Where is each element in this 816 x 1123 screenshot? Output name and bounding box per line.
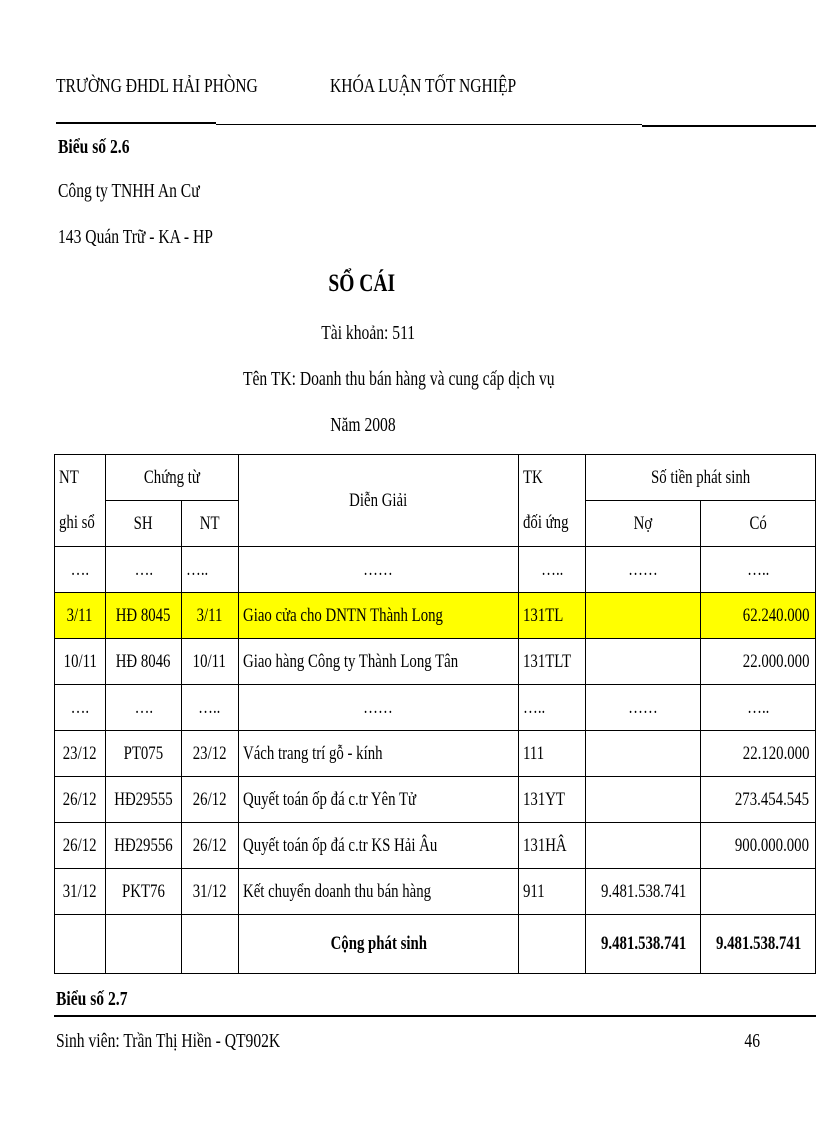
- col-header-nt-sub: ghi sổ: [55, 501, 106, 547]
- cell-debit: [585, 731, 700, 777]
- cell-account: 131HÂ: [519, 823, 586, 869]
- col-header-credit: Có: [701, 501, 816, 547]
- form-label: Biểu số 2.6: [58, 136, 130, 158]
- table-row: [55, 731, 816, 777]
- company-address: 143 Quán Trữ - KA - HP: [58, 226, 213, 248]
- cell-account: 131TL: [519, 593, 586, 639]
- account-number: Tài khoản: 511: [321, 322, 415, 344]
- cell-empty: [105, 915, 181, 974]
- cell-date: ….: [55, 685, 106, 731]
- company-name: Công ty TNHH An Cư: [58, 180, 200, 202]
- table-row: [55, 869, 816, 915]
- cell-voucher-date: 3/11: [181, 593, 238, 639]
- cell-date: 26/12: [55, 823, 106, 869]
- thesis-title: KHÓA LUẬN TỐT NGHIỆP: [330, 75, 517, 97]
- cell-description: Giao cửa cho DNTN Thành Long: [238, 593, 519, 639]
- table-row: [55, 777, 816, 823]
- cell-credit: 22.000.000: [701, 639, 816, 685]
- cell-debit: 9.481.538.741: [585, 869, 700, 915]
- cell-debit: [585, 823, 700, 869]
- col-header-description: Diễn Giải: [238, 455, 519, 547]
- table-row: [55, 685, 816, 731]
- cell-voucher-date: …..: [181, 547, 238, 593]
- cell-description: Quyết toán ốp đá c.tr KS Hải Âu: [238, 823, 519, 869]
- cell-empty: [181, 915, 238, 974]
- cell-date: ….: [55, 547, 106, 593]
- cell-account: 911: [519, 869, 586, 915]
- account-name: Tên TK: Doanh thu bán hàng và cung cấp dịch vụ: [243, 368, 555, 390]
- cell-credit: 273.454.545: [701, 777, 816, 823]
- cell-account: …..: [519, 685, 586, 731]
- cell-voucher-date: 26/12: [181, 823, 238, 869]
- header-rule-left: [56, 122, 216, 124]
- cell-date: 10/11: [55, 639, 106, 685]
- cell-credit: …..: [701, 685, 816, 731]
- col-header-tk-sub: đối ứng: [519, 501, 586, 547]
- cell-debit: ……: [585, 685, 700, 731]
- cell-voucher-date: 23/12: [181, 731, 238, 777]
- cell-debit: [585, 777, 700, 823]
- next-form-label: Biểu số 2.7: [56, 988, 128, 1010]
- total-credit: 9.481.538.741: [701, 915, 816, 974]
- student-name: Sinh viên: Trần Thị Hiền - QT902K: [56, 1030, 281, 1052]
- cell-voucher-no: HĐ29555: [105, 777, 181, 823]
- header-row-1: [55, 455, 816, 501]
- school-name: TRƯỜNG ĐHDL HẢI PHÒNG: [56, 75, 258, 97]
- cell-account: 111: [519, 731, 586, 777]
- cell-credit: [701, 869, 816, 915]
- cell-account: 131YT: [519, 777, 586, 823]
- cell-date: 26/12: [55, 777, 106, 823]
- cell-description: Quyết toán ốp đá c.tr Yên Tử: [238, 777, 519, 823]
- header-rule-middle: [216, 124, 642, 125]
- table-row: [55, 823, 816, 869]
- cell-date: 23/12: [55, 731, 106, 777]
- cell-empty: [55, 915, 106, 974]
- total-debit: 9.481.538.741: [585, 915, 700, 974]
- cell-description: Giao hàng Công ty Thành Long Tân: [238, 639, 519, 685]
- col-header-debit: Nợ: [585, 501, 700, 547]
- header-rule-right: [642, 125, 816, 127]
- cell-credit: …..: [701, 547, 816, 593]
- table-row-highlighted: [55, 593, 816, 639]
- cell-voucher-no: PKT76: [105, 869, 181, 915]
- cell-voucher-no: HĐ 8046: [105, 639, 181, 685]
- cell-voucher-date: 31/12: [181, 869, 238, 915]
- cell-voucher-date: 10/11: [181, 639, 238, 685]
- col-header-amount: Số tiền phát sinh: [585, 455, 815, 501]
- col-header-voucher: Chứng từ: [105, 455, 238, 501]
- cell-credit: 900.000.000: [701, 823, 816, 869]
- page-number: 46: [744, 1030, 760, 1052]
- page-title: SỔ CÁI: [328, 270, 396, 297]
- cell-account: 131TLT: [519, 639, 586, 685]
- cell-date: 3/11: [55, 593, 106, 639]
- cell-description: Kết chuyển doanh thu bán hàng: [238, 869, 519, 915]
- ledger-year: Năm 2008: [330, 414, 396, 436]
- cell-voucher-no: ….: [105, 547, 181, 593]
- cell-date: 31/12: [55, 869, 106, 915]
- col-header-tk: TK: [519, 455, 586, 501]
- table-row: [55, 639, 816, 685]
- cell-debit: ……: [585, 547, 700, 593]
- cell-voucher-date: …..: [181, 685, 238, 731]
- cell-account: …..: [519, 547, 586, 593]
- total-label: Cộng phát sinh: [238, 915, 519, 974]
- cell-empty: [519, 915, 586, 974]
- footer-rule: [54, 1015, 816, 1017]
- cell-voucher-date: 26/12: [181, 777, 238, 823]
- cell-voucher-no: HĐ 8045: [105, 593, 181, 639]
- cell-voucher-no: PT075: [105, 731, 181, 777]
- col-header-sh: SH: [105, 501, 181, 547]
- table-row: [55, 547, 816, 593]
- cell-debit: [585, 593, 700, 639]
- ledger-table: [54, 454, 816, 974]
- cell-credit: 62.240.000: [701, 593, 816, 639]
- cell-credit: 22.120.000: [701, 731, 816, 777]
- col-header-nt: NT: [55, 455, 106, 501]
- cell-description: ……: [238, 685, 519, 731]
- cell-description: ……: [238, 547, 519, 593]
- col-header-voucher-date: NT: [181, 501, 238, 547]
- cell-voucher-no: ….: [105, 685, 181, 731]
- cell-description: Vách trang trí gỗ - kính: [238, 731, 519, 777]
- total-row: [55, 915, 816, 974]
- cell-debit: [585, 639, 700, 685]
- cell-voucher-no: HĐ29556: [105, 823, 181, 869]
